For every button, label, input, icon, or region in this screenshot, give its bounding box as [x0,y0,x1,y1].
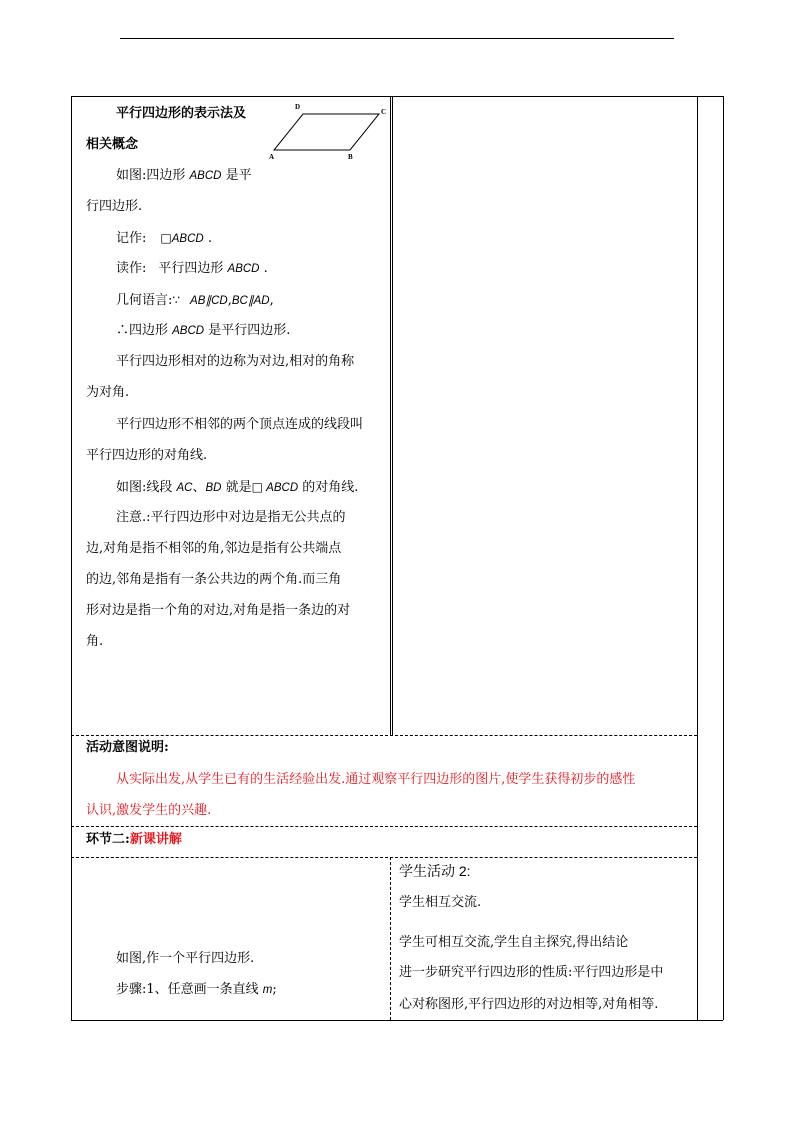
intent-heading: 活动意图说明: [86,740,169,755]
student-activity-line3: 进一步研究平行四边形的性质:平行四边形是中 [399,965,664,980]
conclusion-line: ∴四边形 ABCD 是平行四边形. [116,323,291,338]
diagonal-def-line1: 平行四边形不相邻的两个顶点连成的线段叫 [116,417,364,432]
vertex-label-d: D [295,103,301,111]
notation-line: 记作: □ABCD . [116,231,212,246]
row-divider-1 [71,735,697,736]
table-left-border [71,96,72,1020]
column-divider-lower [390,857,391,1020]
reading-line: 读作: 平行四边形 ABCD . [116,261,268,276]
row-divider-2 [71,826,697,827]
diagonal-example-line: 如图:线段 AC、BD 就是□ ABCD 的对角线. [116,480,359,495]
student-activity-line1: 学生相互交流. [399,895,482,910]
intent-text-line2: 认识,激发学生的兴趣. [86,803,212,818]
row-divider-3 [71,857,697,858]
table-right-border [723,96,724,1020]
opposite-def-line1: 平行四边形相对的边称为对边,相对的角称 [116,354,355,369]
figure-desc-line2: 行四边形. [86,199,143,214]
student-activity-line4: 心对称图形,平行四边形的对边相等,对角相等. [399,997,659,1012]
table-bottom-border [71,1020,723,1021]
vertex-label-a: A [269,153,275,161]
note-line4: 形对边是指一个角的对边,对角是指一条边的对 [86,603,351,618]
vertex-label-c: C [381,108,387,116]
page-header-rule [120,38,674,39]
intent-text-line1: 从实际出发,从学生已有的生活经验出发.通过观察平行四边形的图片,使学生获得初步的感性 [116,772,636,787]
figure-desc-line1: 如图:四边形 ABCD 是平 [116,168,252,183]
note-line2: 边,对角是指不相邻的角,邻边是指有公共端点 [86,541,342,556]
column-divider-upper [390,96,391,735]
note-line3: 的边,邻角是指有一条公共边的两个角.而三角 [86,572,342,587]
note-line1: 注意.:平行四边形中对边是指无公共点的 [116,510,346,525]
parallelogram-abcd [274,114,379,150]
table-inner-right-border [697,96,698,1020]
construct-instruction: 如图,作一个平行四边形. [116,951,255,966]
concept-heading-line2: 相关概念 [86,137,139,152]
section2-heading: 环节二:新课讲解 [86,832,182,847]
student-activity-line2: 学生可相互交流,学生自主探究,得出结论 [399,935,629,950]
parallelogram-figure [262,100,392,166]
concept-heading-line1: 平行四边形的表示法及 [116,106,247,121]
note-line5: 角. [86,634,104,649]
column-divider-upper-2 [392,96,393,735]
student-activity-heading: 学生活动 2: [399,863,471,879]
diagonal-def-line2: 平行四边形的对角线. [86,448,208,463]
construct-step1: 步骤:1、任意画一条直线 m; [116,982,277,997]
geometric-language-line: 几何语言:∵ AB∥CD,BC∥AD, [116,293,274,308]
table-top-border [71,96,723,97]
opposite-def-line2: 为对角. [86,385,130,400]
vertex-label-b: B [348,153,353,161]
